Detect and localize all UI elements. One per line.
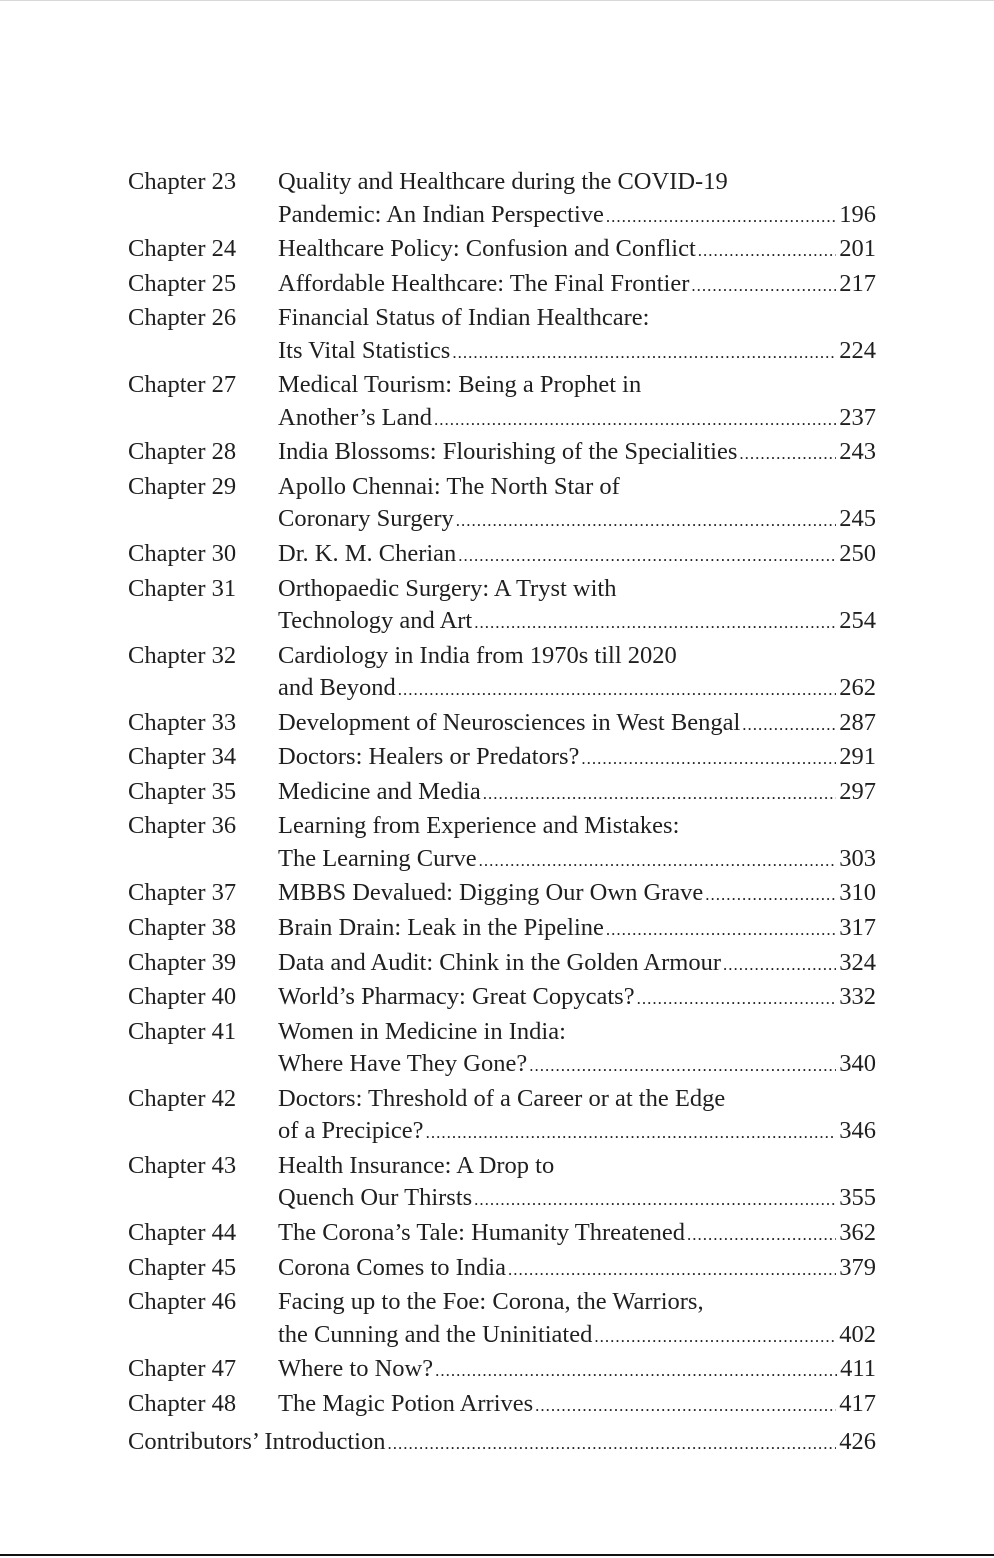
chapter-label: Chapter 39: [128, 948, 237, 976]
chapter-label: Chapter 31: [128, 574, 237, 602]
chapter-title-block: [278, 233, 876, 268]
chapter-title-text: Where to Now?: [278, 1355, 434, 1383]
toc-entry: [128, 877, 876, 912]
chapter-title-final-line: [278, 843, 876, 878]
chapter-title-text: and Beyond: [278, 674, 396, 702]
chapter-label: Chapter 29: [128, 472, 237, 500]
page-number: 332: [839, 983, 876, 1011]
page-number: 262: [839, 674, 876, 702]
toc-entry: [128, 707, 876, 742]
toc-entry: [128, 981, 876, 1016]
chapter-title-block: [278, 640, 876, 707]
chapter-title-line: Cardiology in India from 1970s till 2020: [278, 641, 677, 669]
dot-leader: [535, 1390, 836, 1423]
chapter-title-line: Medical Tourism: Being a Prophet in: [278, 371, 642, 399]
dot-leader: [594, 1321, 836, 1354]
page-number: 287: [839, 708, 876, 736]
chapter-title-block: [278, 302, 876, 369]
chapter-title-final-line: [278, 199, 876, 234]
chapter-label: Chapter 24: [128, 235, 237, 263]
chapter-title-text: Another’s Land: [278, 403, 432, 431]
chapter-label: Chapter 43: [128, 1151, 237, 1179]
chapter-label: Chapter 45: [128, 1253, 237, 1281]
chapter-title-line: Apollo Chennai: The North Star of: [278, 472, 620, 500]
chapter-title-final-line: [278, 947, 876, 982]
page-number: 196: [839, 200, 876, 228]
chapter-label: Chapter 42: [128, 1084, 237, 1112]
chapter-title-text: Data and Audit: Chink in the Golden Armour: [278, 948, 721, 976]
chapter-title-text: India Blossoms: Flourishing of the Specialities: [278, 438, 738, 466]
toc-entry: [128, 1353, 876, 1388]
dot-leader: [479, 845, 837, 878]
chapter-title-final-line: [278, 538, 876, 573]
chapter-title-final-line: [278, 233, 876, 268]
chapter-title-final-line: [278, 436, 876, 471]
chapter-title-final-line: [278, 741, 876, 776]
toc-entry: [128, 1150, 876, 1217]
chapter-title-final-line: [278, 335, 876, 370]
chapter-title-final-line: [278, 981, 876, 1016]
dot-leader: [458, 540, 836, 573]
chapter-title-text: The Corona’s Tale: Humanity Threatened: [278, 1218, 685, 1246]
page-number: 402: [839, 1320, 876, 1348]
dot-leader: [474, 607, 836, 640]
chapter-title-block: [278, 776, 876, 811]
chapter-title-final-line: [278, 268, 876, 303]
page-number: 245: [839, 505, 876, 533]
chapter-title-block: [278, 1217, 876, 1252]
chapter-label: Chapter 23: [128, 168, 237, 195]
dot-leader: [398, 674, 837, 707]
page-number: 224: [839, 336, 876, 364]
dot-leader: [581, 743, 836, 776]
chapter-label: Chapter 41: [128, 1017, 237, 1045]
contributors-title: Contributors’ Introduction: [128, 1428, 386, 1456]
chapter-label: Chapter 25: [128, 269, 237, 297]
chapter-title-text: Corona Comes to India: [278, 1253, 506, 1281]
toc-entry: [128, 1252, 876, 1287]
dot-leader: [508, 1254, 836, 1287]
chapter-label: Chapter 26: [128, 304, 237, 332]
toc-entry: [128, 640, 876, 707]
toc-entry: [128, 268, 876, 303]
chapter-title-text: Healthcare Policy: Confusion and Conflict: [278, 235, 696, 263]
toc-entry: [128, 1286, 876, 1353]
chapter-title-block: [278, 436, 876, 471]
chapter-title-block: [278, 1150, 876, 1217]
chapter-title-text: Dr. K. M. Cherian: [278, 540, 457, 568]
chapter-title-text: Quench Our Thirsts: [278, 1184, 473, 1212]
chapter-title-block: [278, 1252, 876, 1287]
chapter-label: Chapter 32: [128, 641, 237, 669]
dot-leader: [452, 337, 836, 370]
page-number: 217: [839, 269, 876, 297]
chapter-label: Chapter 34: [128, 743, 237, 771]
chapter-title-block: [278, 1353, 876, 1388]
dot-leader: [739, 438, 836, 471]
page-number: 254: [839, 607, 876, 635]
chapter-title-line: Orthopaedic Surgery: A Tryst with: [278, 574, 617, 602]
page-number: 417: [839, 1389, 876, 1417]
chapter-label: Chapter 44: [128, 1218, 237, 1246]
chapter-title-line: Quality and Healthcare during the COVID-19: [278, 168, 728, 195]
dot-leader: [434, 404, 836, 437]
chapter-label: Chapter 40: [128, 983, 237, 1011]
toc-entry: [128, 912, 876, 947]
dot-leader: [742, 709, 836, 742]
chapter-title-final-line: [278, 1319, 876, 1354]
chapter-label: Chapter 28: [128, 438, 237, 466]
page-number: 237: [839, 403, 876, 431]
chapter-title-text: of a Precipice?: [278, 1117, 424, 1145]
dot-leader: [474, 1184, 836, 1217]
page-number: 201: [839, 235, 876, 263]
page-number: 411: [840, 1355, 876, 1383]
chapter-title-line: Doctors: Threshold of a Career or at the Edge: [278, 1084, 726, 1112]
chapter-title-block: [278, 166, 876, 233]
chapter-title-block: [278, 912, 876, 947]
chapter-title-text: World’s Pharmacy: Great Copycats?: [278, 983, 635, 1011]
chapter-title-block: [278, 1286, 876, 1353]
toc-entry: [128, 302, 876, 369]
page-number: 250: [839, 540, 876, 568]
page-number: 362: [839, 1218, 876, 1246]
chapter-title-block: [278, 471, 876, 538]
chapter-title-line: Health Insurance: A Drop to: [278, 1151, 555, 1179]
chapter-title-text: MBBS Devalued: Digging Our Own Grave: [278, 879, 704, 907]
chapter-title-final-line: [278, 672, 876, 707]
toc-entry: [128, 573, 876, 640]
chapter-title-block: [278, 1016, 876, 1083]
dot-leader: [691, 270, 836, 303]
table-of-contents: [128, 166, 876, 1461]
chapter-title-block: [278, 369, 876, 436]
chapter-title-block: [278, 268, 876, 303]
dot-leader: [687, 1219, 836, 1252]
chapter-title-text: Development of Neurosciences in West Bengal: [278, 708, 741, 736]
dot-leader: [637, 983, 837, 1016]
toc-entry: [128, 1388, 876, 1423]
toc-entry: [128, 1217, 876, 1252]
chapter-title-block: [278, 573, 876, 640]
chapter-title-final-line: [278, 402, 876, 437]
page-number: 291: [839, 743, 876, 771]
chapter-title-final-line: [278, 912, 876, 947]
dot-leader: [456, 505, 836, 538]
toc-entry: [128, 741, 876, 776]
chapter-title-text: Technology and Art: [278, 607, 473, 635]
dot-leader: [723, 949, 836, 982]
chapter-title-line: Women in Medicine in India:: [278, 1017, 566, 1045]
chapter-title-final-line: [278, 776, 876, 811]
toc-entry: [128, 810, 876, 877]
dot-leader: [698, 235, 836, 268]
dot-leader: [483, 778, 837, 811]
chapter-title-block: [278, 741, 876, 776]
toc-entry: [128, 947, 876, 982]
toc-entry: [128, 1083, 876, 1150]
chapter-label: Chapter 46: [128, 1288, 237, 1316]
chapter-title-final-line: [278, 877, 876, 912]
chapter-title-text: Where Have They Gone?: [278, 1050, 528, 1078]
chapter-label: Chapter 35: [128, 777, 237, 805]
toc-entry: [128, 436, 876, 471]
chapter-title-text: Medicine and Media: [278, 777, 481, 805]
chapter-title-final-line: [278, 1252, 876, 1287]
chapter-title-text: Pandemic: An Indian Perspective: [278, 200, 604, 228]
dot-leader: [435, 1355, 837, 1388]
page-number: 310: [839, 879, 876, 907]
chapter-title-block: [278, 947, 876, 982]
chapter-title-block: [278, 810, 876, 877]
chapter-title-text: Coronary Surgery: [278, 505, 454, 533]
chapter-title-final-line: [278, 1115, 876, 1150]
chapter-title-block: [278, 707, 876, 742]
page-number: 243: [839, 438, 876, 466]
dot-leader: [606, 201, 836, 234]
page-number: 340: [839, 1050, 876, 1078]
page-number: 346: [839, 1117, 876, 1145]
toc-entry: [128, 776, 876, 811]
page-bottom-rule: [0, 1554, 994, 1556]
chapter-title-final-line: [278, 1182, 876, 1217]
dot-leader: [426, 1117, 837, 1150]
chapter-title-final-line: [278, 707, 876, 742]
page-top-rule: [0, 0, 994, 1]
chapter-label: Chapter 38: [128, 914, 237, 942]
page-number: 297: [839, 777, 876, 805]
page-number: 303: [839, 844, 876, 872]
chapter-title-block: [278, 1083, 876, 1150]
chapter-title-line: Learning from Experience and Mistakes:: [278, 812, 680, 840]
chapter-title-line: Financial Status of Indian Healthcare:: [278, 304, 650, 332]
toc-entry: [128, 471, 876, 538]
chapter-label: Chapter 27: [128, 371, 237, 399]
toc-entry: [128, 233, 876, 268]
chapter-title-line: Facing up to the Foe: Corona, the Warriors,: [278, 1288, 704, 1316]
chapter-title-text: the Cunning and the Uninitiated: [278, 1320, 593, 1348]
toc-entry: [128, 166, 876, 233]
chapter-title-text: The Learning Curve: [278, 844, 477, 872]
chapter-title-text: Doctors: Healers or Predators?: [278, 743, 580, 771]
toc-entry: [128, 369, 876, 436]
chapter-label: Chapter 33: [128, 708, 237, 736]
dot-leader: [705, 879, 836, 912]
chapter-label: Chapter 48: [128, 1389, 237, 1417]
toc-entry: [128, 538, 876, 573]
chapter-title-text: Its Vital Statistics: [278, 336, 451, 364]
chapter-title-block: [278, 538, 876, 573]
dot-leader: [529, 1050, 836, 1083]
toc-entry: [128, 1016, 876, 1083]
page-number: 324: [839, 948, 876, 976]
dot-leader: [606, 914, 836, 947]
chapter-title-final-line: [278, 1388, 876, 1423]
chapter-title-final-line: [278, 1217, 876, 1252]
chapter-title-text: The Magic Potion Arrives: [278, 1389, 534, 1417]
toc-entry-contributors: [128, 1426, 876, 1461]
chapter-title-block: [278, 877, 876, 912]
chapter-title-final-line: [278, 605, 876, 640]
chapter-title-text: Affordable Healthcare: The Final Frontier: [278, 269, 690, 297]
page-number: 426: [839, 1428, 876, 1456]
chapter-label: Chapter 30: [128, 540, 237, 568]
page-number: 379: [839, 1253, 876, 1281]
chapter-title-block: [278, 981, 876, 1016]
chapter-title-block: [278, 1388, 876, 1423]
page-number: 317: [839, 914, 876, 942]
chapter-label: Chapter 47: [128, 1355, 237, 1383]
dot-leader: [387, 1428, 836, 1461]
chapter-title-final-line: [278, 503, 876, 538]
chapter-title-final-line: [278, 1353, 876, 1388]
chapter-title-text: Brain Drain: Leak in the Pipeline: [278, 914, 604, 942]
chapter-title-final-line: [278, 1048, 876, 1083]
chapter-label: Chapter 37: [128, 879, 237, 907]
page-number: 355: [839, 1184, 876, 1212]
chapter-label: Chapter 36: [128, 812, 237, 840]
